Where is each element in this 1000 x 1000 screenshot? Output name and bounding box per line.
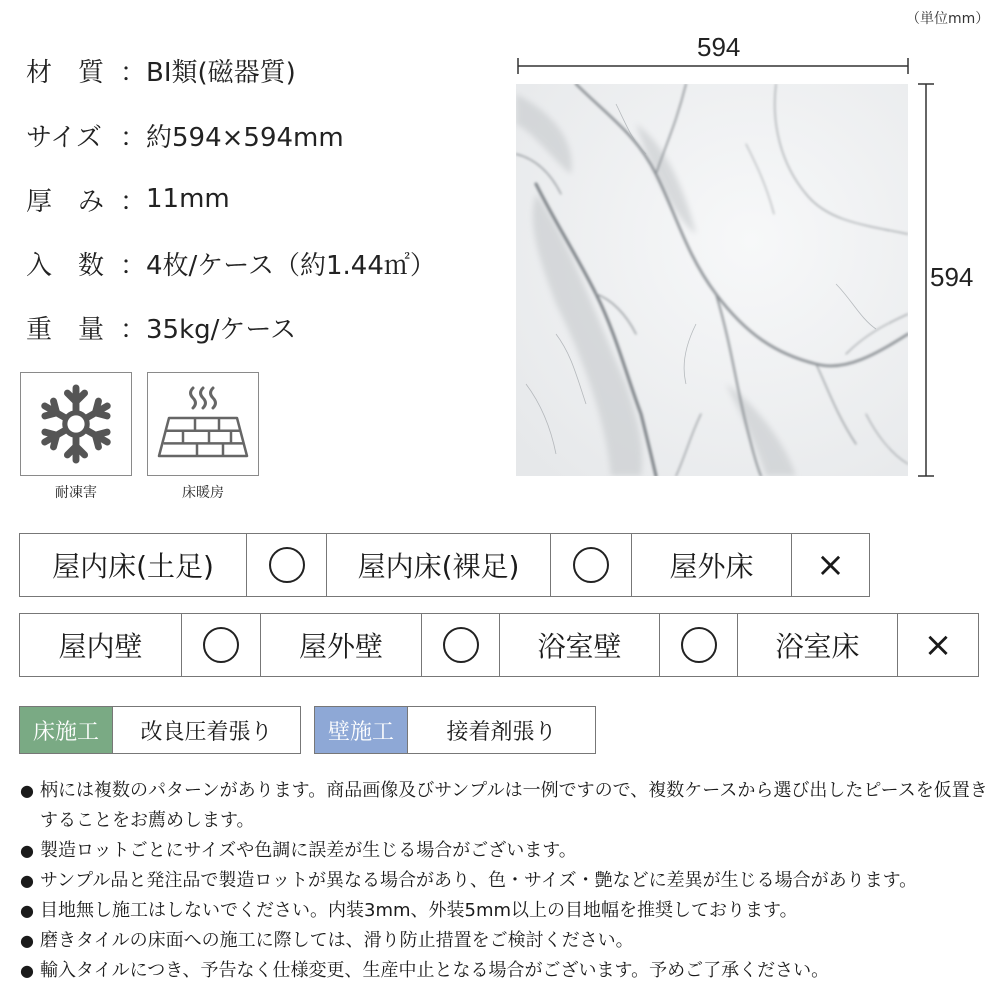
bullet-icon: ● — [20, 961, 34, 980]
spec-label: 厚 み — [26, 186, 105, 217]
floor-heating-badge — [147, 372, 259, 476]
note-item: ● 輸入タイルにつき、予告なく仕様変更、生産中止となる場合がございます。予めご了承ください。 — [20, 956, 990, 986]
cross-mark-icon: × — [816, 545, 845, 585]
note-item: ● 製造ロットごとにサイズや色調に誤差が生じる場合がございます。 — [20, 836, 990, 866]
spec-label: 材 質 — [26, 57, 105, 88]
usage-label-outdoor-floor: 屋外床 — [632, 534, 792, 596]
wall-installation-value: 接着剤張り — [407, 707, 595, 753]
spec-size: サイズ ： 約594×594mm — [26, 115, 344, 155]
usage-mark-indoor-floor-shoes — [247, 534, 327, 596]
suitability-table-row1 — [19, 533, 870, 597]
usage-label-indoor-floor-shoes: 屋内床(土足) — [20, 534, 247, 596]
notes-list — [20, 776, 990, 986]
spec-value: 4枚/ケース（約1.44㎡） — [146, 250, 436, 281]
usage-mark-outdoor-wall — [422, 614, 500, 676]
usage-mark-bathroom-floor — [898, 614, 978, 676]
wall-installation-tag: 壁施工 — [315, 707, 407, 753]
spec-value: 35kg/ケース — [146, 314, 297, 345]
spec-label: サイズ — [26, 122, 102, 153]
note-item: ● 柄には複数のパターンがあります。商品画像及びサンプルは一例ですので、複数ケースから選び出したピースを仮置きすることをお薦めします。 — [20, 776, 990, 836]
spec-value: 11mm — [146, 184, 230, 214]
circle-mark-icon — [443, 627, 479, 663]
floor-installation-method — [19, 706, 301, 754]
bullet-icon: ● — [20, 931, 34, 950]
snowflake-icon — [33, 381, 119, 467]
floor-installation-value: 改良圧着張り — [112, 707, 300, 753]
floor-heating-caption: 床暖房 — [182, 485, 224, 501]
width-dimension-line — [512, 56, 914, 76]
usage-mark-bathroom-wall — [660, 614, 738, 676]
bullet-icon: ● — [20, 781, 34, 800]
bullet-icon: ● — [20, 841, 34, 860]
bullet-icon: ● — [20, 901, 34, 920]
circle-mark-icon — [203, 627, 239, 663]
width-dimension-label: 594 — [697, 32, 741, 62]
marble-tile-image — [516, 84, 908, 476]
suitability-table-row2 — [19, 613, 979, 677]
wall-installation-method — [314, 706, 596, 754]
usage-mark-outdoor-floor — [792, 534, 869, 596]
circle-mark-icon — [269, 547, 305, 583]
height-dimension-label: 594 — [930, 262, 974, 292]
usage-label-outdoor-wall: 屋外壁 — [261, 614, 422, 676]
usage-label-bathroom-wall: 浴室壁 — [500, 614, 660, 676]
usage-label-indoor-wall: 屋内壁 — [20, 614, 182, 676]
spec-thickness: 厚 み ： 11mm — [26, 179, 230, 219]
floor-heating-icon — [155, 384, 251, 464]
frost-resistant-caption: 耐凍害 — [55, 485, 97, 501]
usage-label-bathroom-floor: 浴室床 — [738, 614, 898, 676]
usage-mark-indoor-floor-barefoot — [551, 534, 632, 596]
spec-material: 材 質 ： BI類(磁器質) — [26, 50, 296, 90]
spec-label: 入 数 — [26, 250, 105, 281]
note-item: ● 目地無し施工はしないでください。内装3mm、外装5mm以上の目地幅を推奨しております。 — [20, 896, 990, 926]
unit-note: （単位mm） — [906, 11, 990, 27]
usage-mark-indoor-wall — [182, 614, 261, 676]
floor-installation-tag: 床施工 — [20, 707, 112, 753]
spec-value: 約594×594mm — [146, 122, 344, 153]
spec-value: BI類(磁器質) — [146, 57, 296, 88]
note-item: ● サンプル品と発注品で製造ロットが異なる場合があり、色・サイズ・艶などに差異が生じる場合があります。 — [20, 866, 990, 896]
spec-weight: 重 量 ： 35kg/ケース — [26, 307, 296, 347]
frost-resistant-badge — [20, 372, 132, 476]
usage-label-indoor-floor-barefoot: 屋内床(裸足) — [327, 534, 551, 596]
cross-mark-icon: × — [923, 625, 953, 665]
bullet-icon: ● — [20, 871, 34, 890]
circle-mark-icon — [681, 627, 717, 663]
circle-mark-icon — [573, 547, 609, 583]
spec-label: 重 量 — [26, 314, 105, 345]
note-item: ● 磨きタイルの床面への施工に際しては、滑り防止措置をご検討ください。 — [20, 926, 990, 956]
spec-quantity: 入 数 ： 4枚/ケース（約1.44㎡） — [26, 243, 436, 283]
